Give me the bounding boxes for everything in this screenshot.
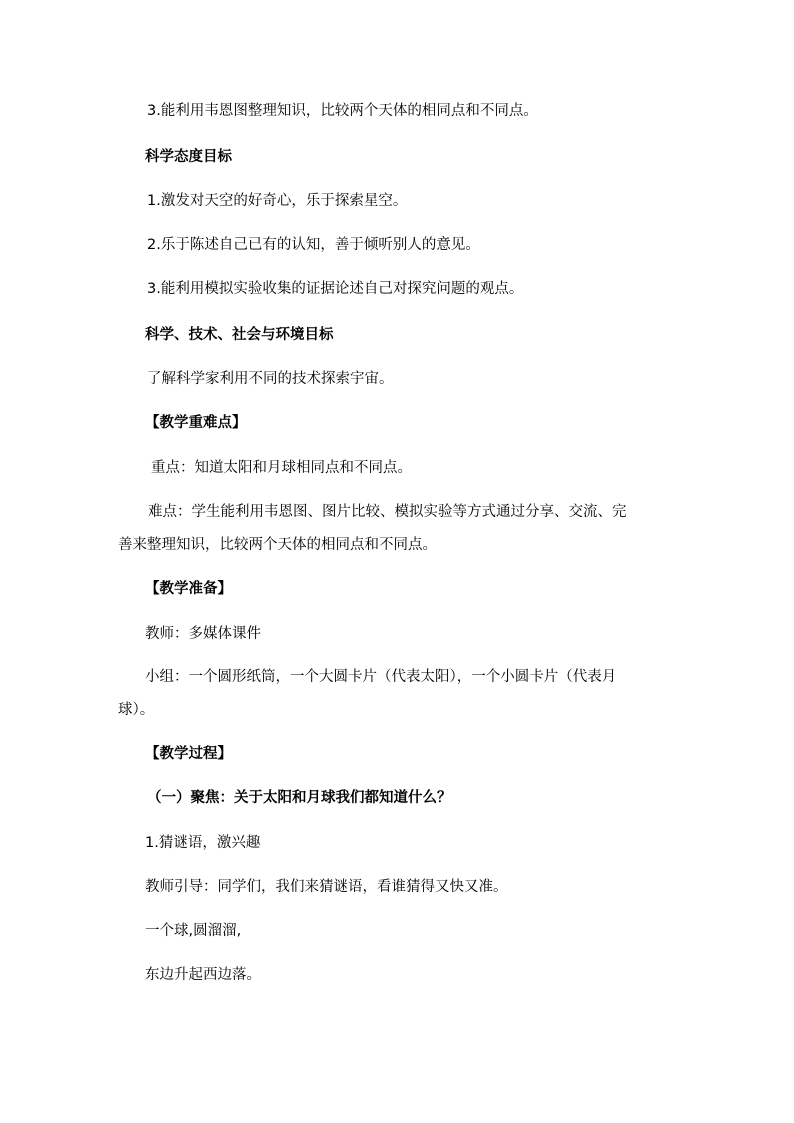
objective-line-3: 3.能利用韦恩图整理知识，比较两个天体的相同点和不同点。 (147, 103, 538, 119)
attitude-line-3: 3.能利用模拟实验收集的证据论述自己对探究问题的观点。 (147, 281, 524, 297)
group-preparation-line-2: 球）。 (118, 702, 155, 718)
riddle-step-line: 1.猜谜语，激兴趣 (145, 835, 261, 851)
key-point-line: 重点：知道太阳和月球相同点和不同点。 (151, 460, 412, 476)
stse-line: 了解科学家利用不同的技术探索宇宙。 (147, 371, 394, 387)
riddle-line-2: 东边升起西边落。 (145, 967, 261, 983)
attitude-line-1: 1.激发对天空的好奇心，乐于探索星空。 (147, 193, 408, 209)
process-step-focus: （一）聚焦：关于太阳和月球我们都知道什么？ (147, 790, 452, 806)
section-heading-attitude: 科学态度目标 (145, 149, 232, 165)
difficulty-line-2: 善来整理知识，比较两个天体的相同点和不同点。 (118, 537, 437, 553)
section-heading-stse: 科学、技术、社会与环境目标 (145, 327, 334, 343)
difficulty-line-1: 难点：学生能利用韦恩图、图片比较、模拟实验等方式通过分享、交流、完 (148, 504, 627, 520)
attitude-line-2: 2.乐于陈述自己已有的认知，善于倾听别人的意见。 (147, 237, 480, 253)
section-heading-preparation: 【教学准备】 (145, 581, 232, 597)
teacher-preparation-line: 教师：多媒体课件 (145, 626, 261, 642)
group-preparation-line-1: 小组：一个圆形纸筒，一个大圆卡片（代表太阳），一个小圆卡片（代表月 (145, 669, 617, 685)
section-heading-key-points: 【教学重难点】 (145, 415, 247, 431)
riddle-line-1: 一个球,圆溜溜, (145, 923, 242, 939)
section-heading-process: 【教学过程】 (145, 746, 232, 762)
teacher-guide-line: 教师引导：同学们，我们来猜谜语，看谁猜得又快又准。 (145, 879, 508, 895)
